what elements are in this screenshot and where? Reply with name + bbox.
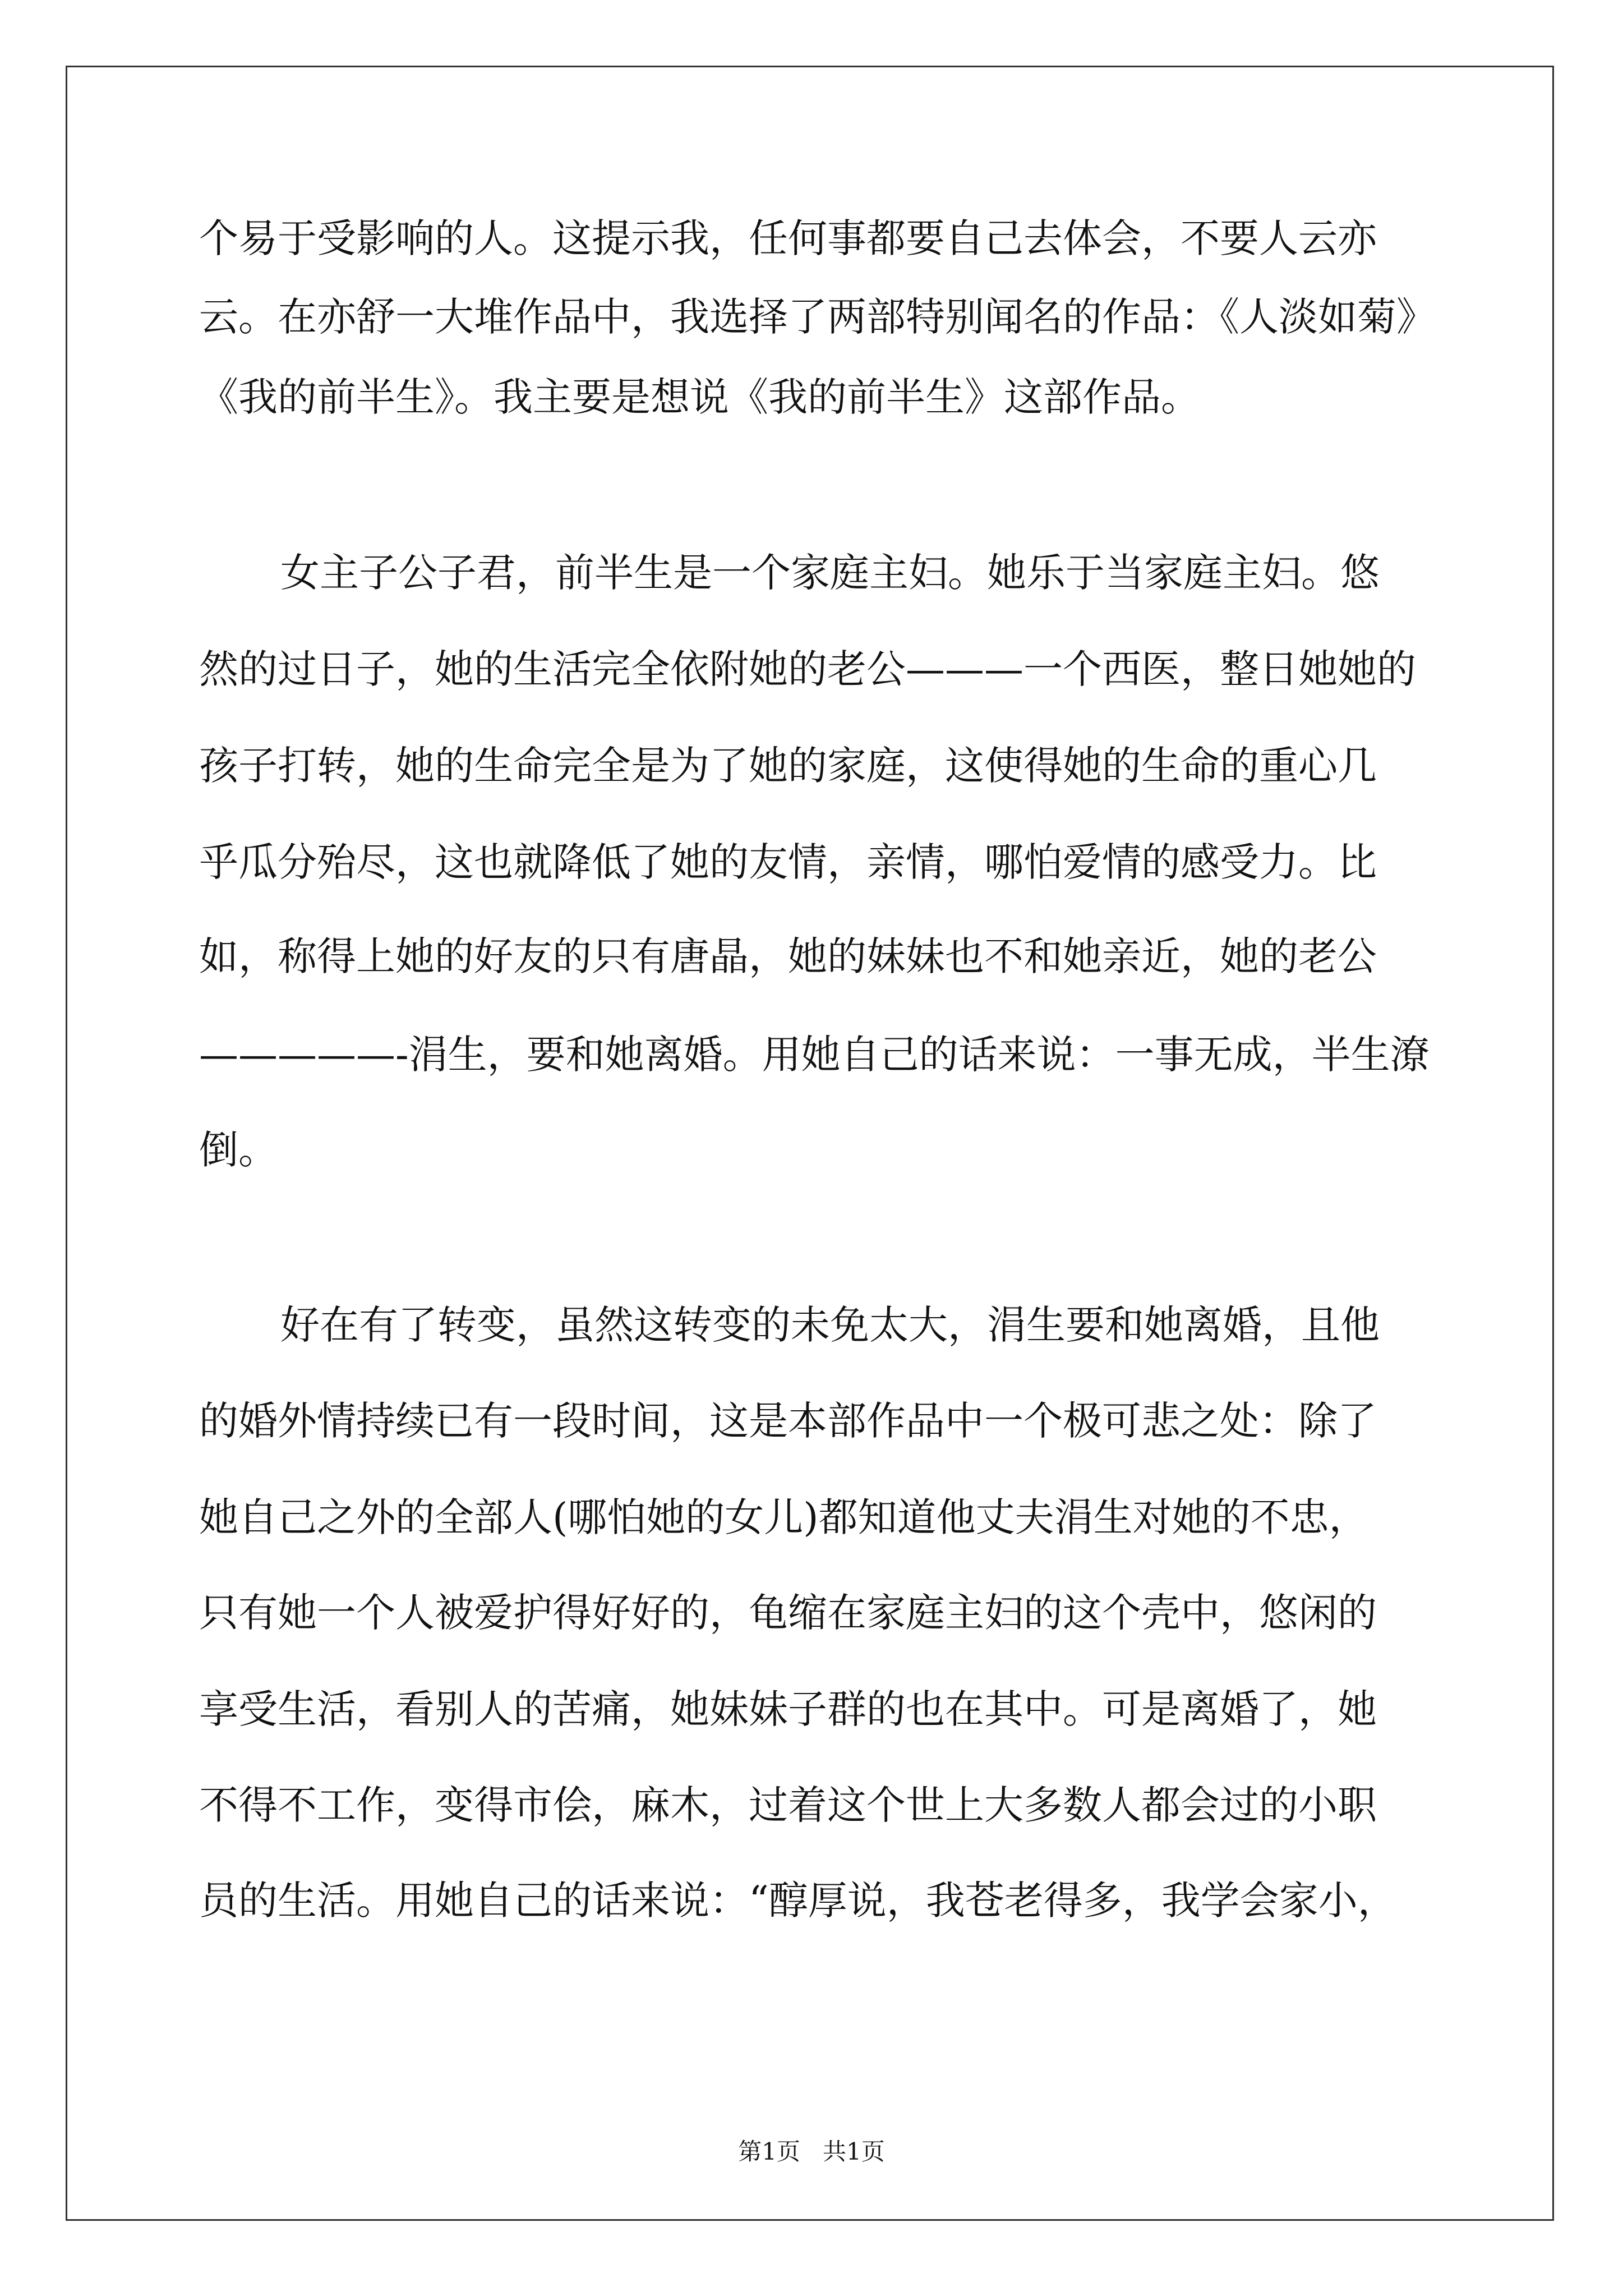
paragraph-line: 享受生活，看别人的苦痛，她妹妹子群的也在其中。可是离婚了，她 xyxy=(199,1686,1377,1732)
paragraph-line: 《我的前半生》。我主要是想说《我的前半生》这部作品。 xyxy=(199,374,1200,420)
paragraph-line: 好在有了转变，虽然这转变的未免太大，涓生要和她离婚，且他 xyxy=(280,1302,1380,1348)
paragraph-line: 的婚外情持续已有一段时间，这是本部作品中一个极可悲之处：除了 xyxy=(199,1398,1377,1444)
paragraph-line: 如，称得上她的好友的只有唐晶，她的妹妹也不和她亲近，她的老公 xyxy=(199,933,1377,979)
paragraph-line: 倒。 xyxy=(199,1127,278,1173)
paragraph-line: 乎瓜分殆尽，这也就降低了她的友情，亲情，哪怕爱情的感受力。比 xyxy=(199,839,1377,885)
paragraph-line: 然的过日子，她的生活完全依附她的老公———一个西医，整日她她的 xyxy=(199,646,1416,692)
paragraph-line: 不得不工作，变得市侩，麻木，过着这个世上大多数人都会过的小职 xyxy=(199,1782,1377,1828)
page-footer: 第1页 共1页 xyxy=(738,2138,885,2165)
paragraph-line: 女主子公子君，前半生是一个家庭主妇。她乐于当家庭主妇。悠 xyxy=(280,550,1380,596)
paragraph-line: 只有她一个人被爱护得好好的，龟缩在家庭主妇的这个壳中，悠闲的 xyxy=(199,1590,1377,1636)
paragraph-line: 云。在亦舒一大堆作品中，我选择了两部特别闻名的作品：《人淡如菊》 xyxy=(199,294,1436,340)
paragraph-line: 个易于受影响的人。这提示我，任何事都要自己去体会，不要人云亦 xyxy=(199,215,1377,261)
paragraph-line: 她自己之外的全部人(哪怕她的女儿)都知道他丈夫涓生对她的不忠， xyxy=(199,1494,1368,1540)
paragraph-line: 孩子打转，她的生命完全是为了她的家庭，这使得她的生命的重心几 xyxy=(199,743,1377,789)
paragraph-line: —————-涓生，要和她离婚。用她自己的话来说：一事无成，半生潦 xyxy=(199,1032,1430,1078)
paragraph-line: 员的生活。用她自己的话来说：“醇厚说，我苍老得多，我学会家小， xyxy=(199,1878,1397,1924)
